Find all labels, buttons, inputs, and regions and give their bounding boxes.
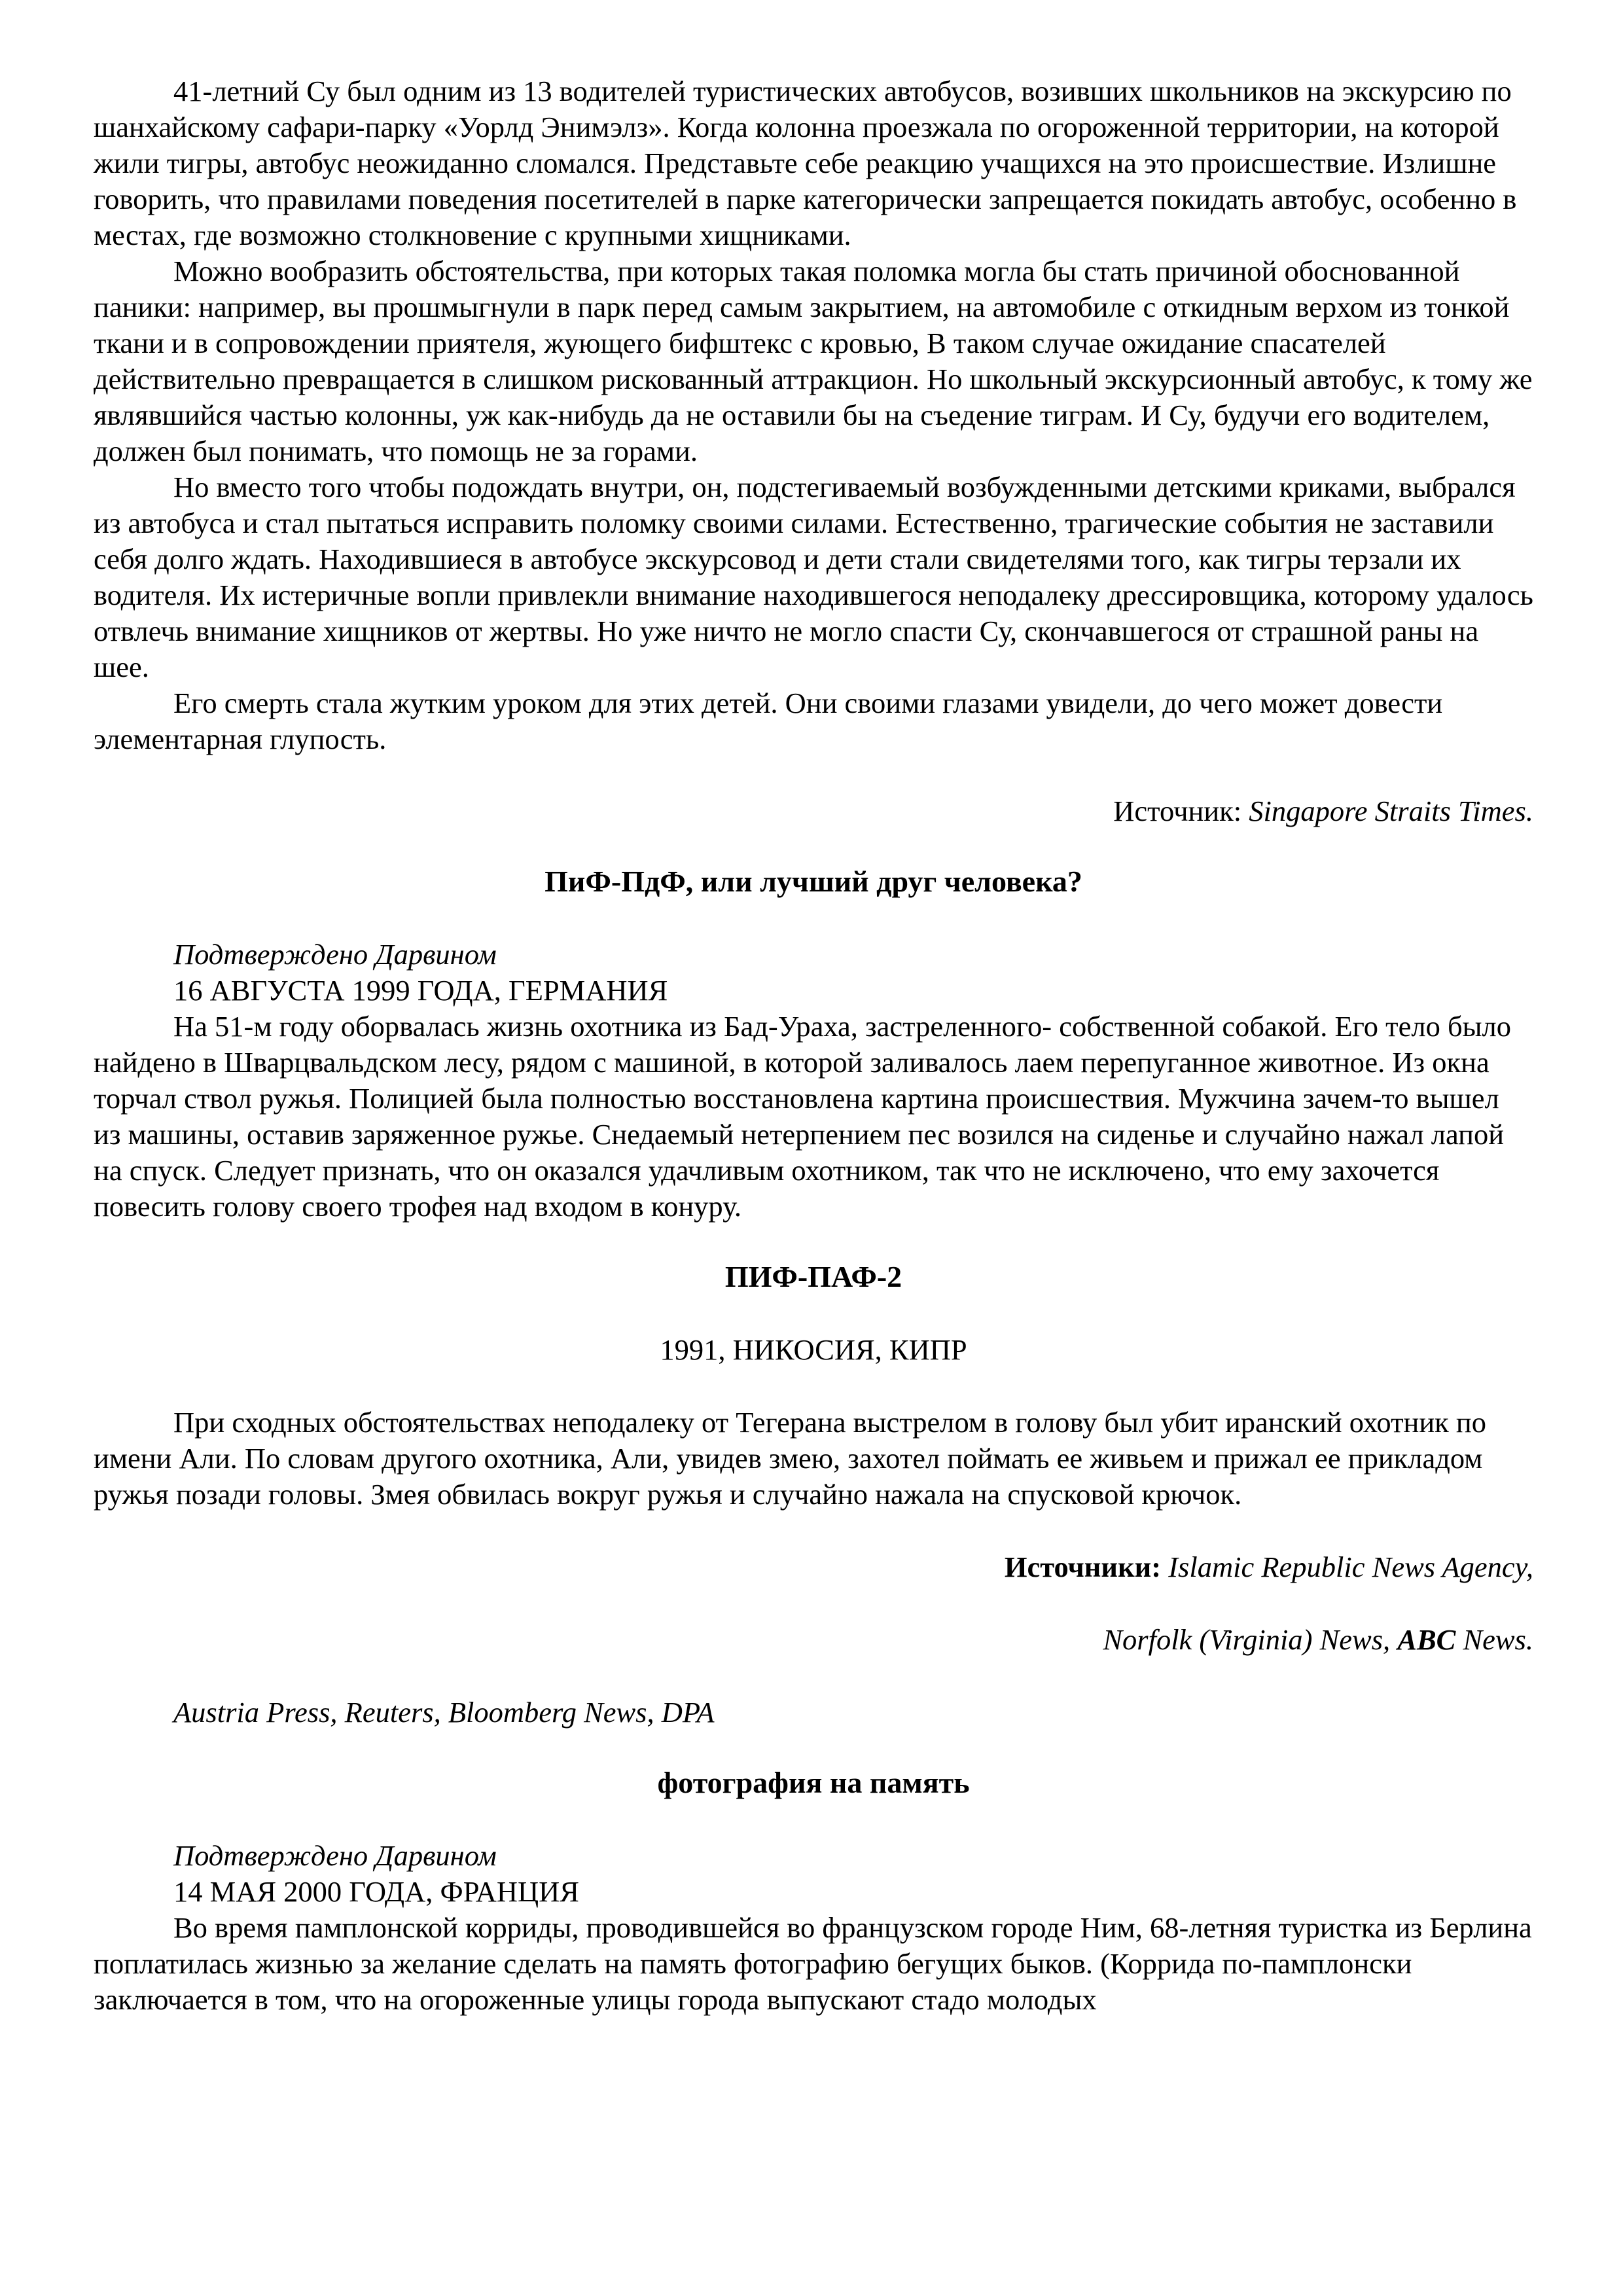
sources-line: Austria Press, Reuters, Bloomberg News, DPA	[173, 1696, 715, 1729]
story-snake	[94, 1259, 1533, 1731]
paragraph: 41-летний Су был одним из 13 водителей туристических автобусов, возивших школьников на экскурсию по шанхайскому сафари-парку «Уорлд Энимэлз». Когда колонна проезжала по огороженной территории, на которой жили тигры, автобус неожиданно сломался. Представьте себе реакцию учащихся на это происшествие. Излишне говорить, что правилами поведения посетителей в парке категорически запрещается покидать автобус, особенно в местах, где возможно столкновение с крупными хищниками.	[94, 75, 1517, 251]
sources-line	[94, 1622, 1533, 1658]
story-dog	[94, 863, 1533, 1225]
section-heading: ПиФ-ПдФ, или лучший друг человека?	[544, 865, 1082, 898]
paragraph: Во время памплонской корриды, проводившейся во французском городе Ним, 68-летняя туристка из Берлина поплатилась жизнью за желание сделать на память фотографию бегущих быков. (Коррида по-памплонски заключается в том, что на огороженные улицы города выпускают стадо молодых	[94, 1911, 1532, 2016]
dateline: 1991, НИКОСИЯ, КИПР	[660, 1333, 967, 1366]
dateline: 14 МАЯ 2000 ГОДА, ФРАНЦИЯ	[173, 1875, 579, 1908]
paragraph: На 51-м году оборвалась жизнь охотника из Бад-Ураха, застреленного- собственной собакой. Его тело было найдено в Шварцвальдском лесу, рядом с машиной, в которой заливалось лаем перепуганное животное. Из окна торчал ствол ружья. Полицией была полностью восстановлена картина происшествия. Мужчина зачем-то вышел из машины, оставив заряженное ружье. Снедаемый нетерпением пес возился на сиденье и случайно нажал лапой на спуск. Следует признать, что он оказался удачливым охотником, так что не исключено, что ему захочется повесить голову своего трофея над входом в конуру.	[94, 1010, 1511, 1223]
sources-value: Norfolk (Virginia) News,	[1103, 1623, 1398, 1656]
sources-value-bold: ABC	[1397, 1623, 1456, 1656]
dateline: 16 АВГУСТА 1999 ГОДА, ГЕРМАНИЯ	[173, 974, 668, 1007]
story-photo	[94, 1765, 1533, 2018]
confirmed-note: Подтверждено Дарвином	[173, 1839, 497, 1872]
source-line	[94, 793, 1533, 829]
section-heading: ПИФ-ПАФ-2	[724, 1260, 902, 1293]
paragraph: При сходных обстоятельствах неподалеку от Тегерана выстрелом в голову был убит иранский охотник по имени Али. По словам другого охотника, Али, увидев змею, захотел поймать ее живьем и прижал ее прикладом ружья позади головы. Змея обвилась вокруг ружья и случайно нажала на спусковой крючок.	[94, 1406, 1486, 1511]
paragraph: Но вместо того чтобы подождать внутри, он, подстегиваемый возбужденными детскими криками, выбрался из автобуса и стал пытаться исправить поломку своими силами. Естественно, трагические события не заставили себя долго ждать. Находившиеся в автобусе экскурсовод и дети стали свидетелями того, как тигры терзали их водителя. Их истеричные вопли привлекли внимание находившегося неподалеку дрессировщика, которому удалось отвлечь внимание хищников от жертвы. Но уже ничто не могло спасти Су, скончавшегося от страшной раны на шее.	[94, 471, 1533, 683]
document-page	[94, 73, 1533, 2018]
confirmed-note: Подтверждено Дарвином	[173, 938, 497, 971]
story-tiger	[94, 73, 1533, 829]
section-heading: фотография на память	[657, 1766, 970, 1799]
sources-label: Источники:	[1004, 1551, 1162, 1583]
paragraph: Можно вообразить обстоятельства, при которых такая поломка могла бы стать причиной обоснованной паники: например, вы прошмыгнули в парк перед самым закрытием, на автомобиле с откидным верхом из тонкой ткани и в сопровождении приятеля, жующего бифштекс с кровью, В таком случае ожидание спасателей действительно превращается в слишком рискованный аттракцион. Но школьный экскурсионный автобус, к тому же являвшийся частью колонны, уж как-нибудь да не оставили бы на съедение тиграм. И Су, будучи его водителем, должен был понимать, что помощь не за горами.	[94, 255, 1533, 467]
paragraph: Его смерть стала жутким уроком для этих детей. Они своими глазами увидели, до чего может довести элементарная глупость.	[94, 687, 1443, 755]
sources-line	[94, 1549, 1533, 1585]
sources-value: News.	[1455, 1623, 1533, 1656]
sources-value: Islamic Republic News Agency,	[1161, 1551, 1533, 1583]
source-value: Singapore Straits Times.	[1249, 795, 1533, 827]
source-label: Источник:	[1113, 795, 1249, 827]
